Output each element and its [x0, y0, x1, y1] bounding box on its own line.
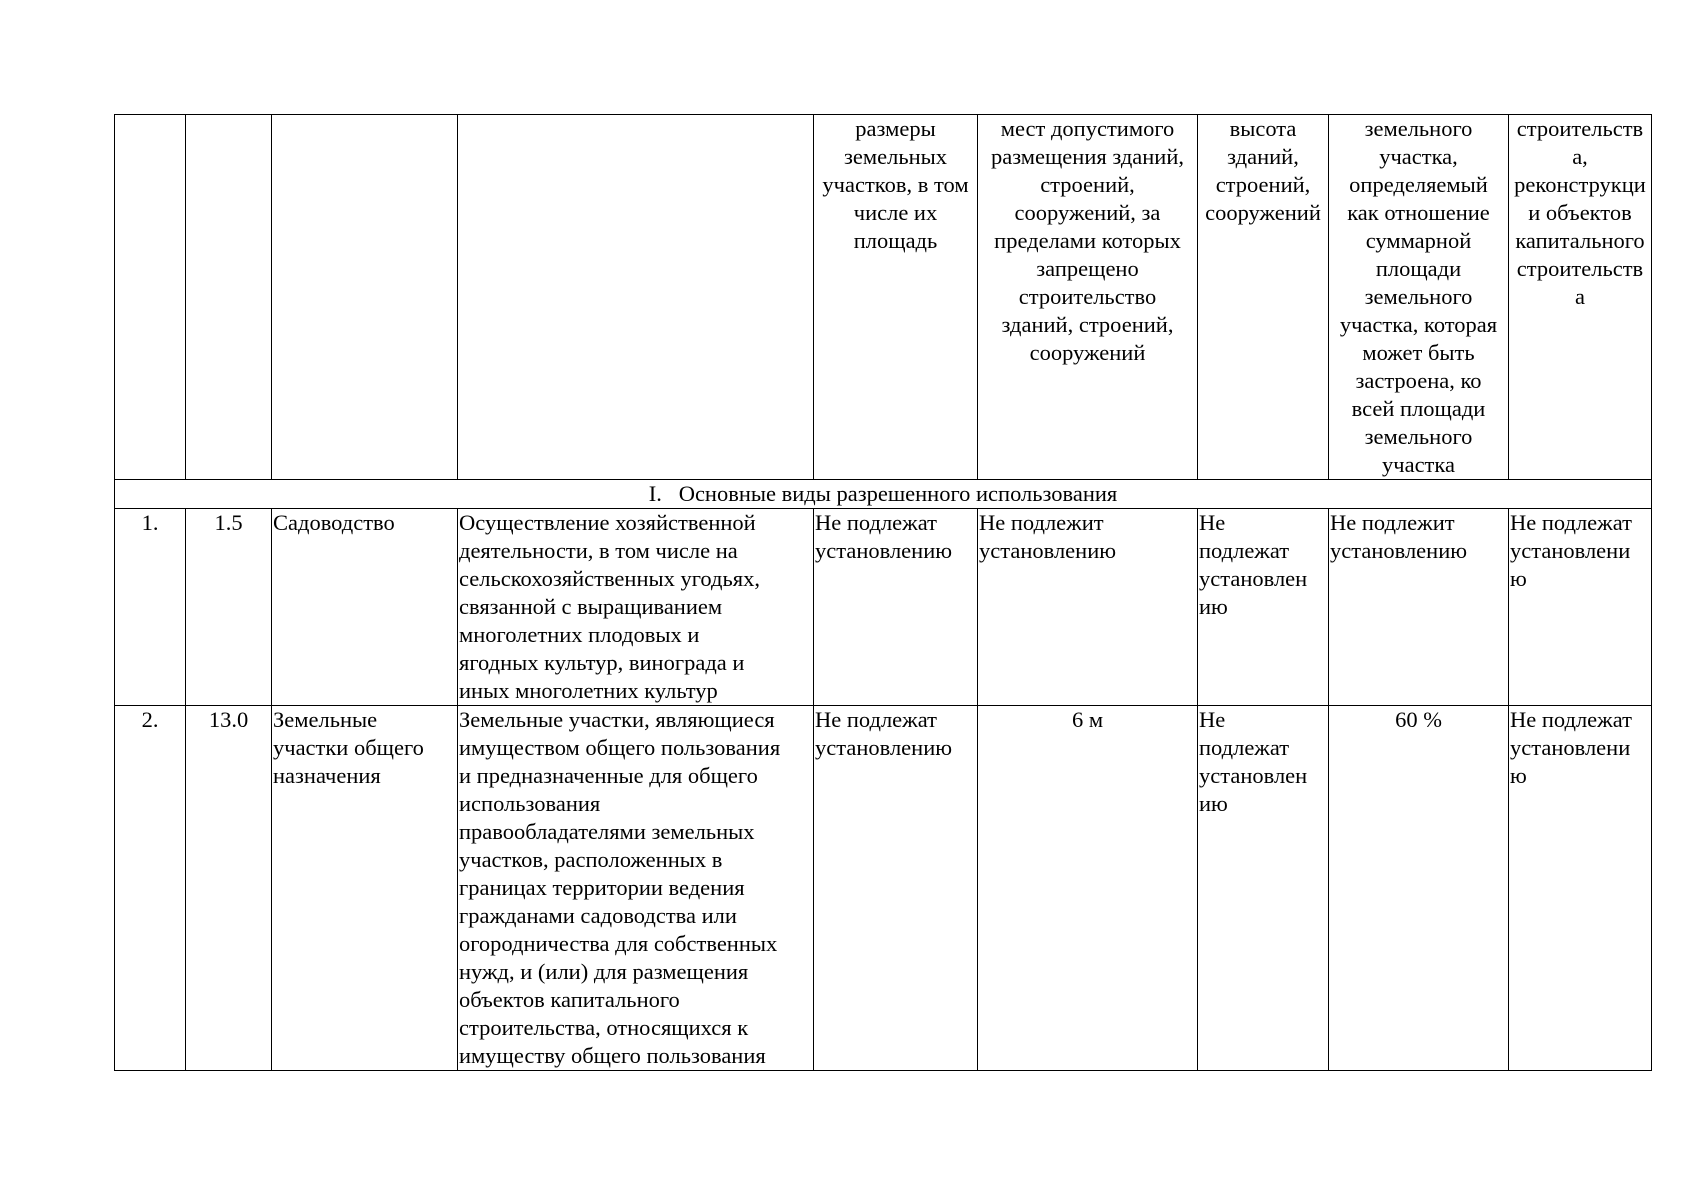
- text-line: числе их: [853, 200, 938, 225]
- row-use-name: [272, 509, 458, 706]
- section-row: [115, 480, 1652, 509]
- text-line: многолетних плодовых и: [459, 622, 700, 647]
- text-line: участков, в том: [822, 172, 969, 197]
- header-cell-empty-4: [458, 115, 814, 480]
- text-line: установлени: [1510, 538, 1631, 563]
- text-line: установлени: [1510, 735, 1631, 760]
- text-line: как отношение: [1347, 200, 1490, 225]
- row-other: [1509, 509, 1652, 706]
- row-height: [1198, 706, 1329, 1071]
- table-row: [115, 509, 1652, 706]
- row-height: [1198, 509, 1329, 706]
- row-plot-sizes: [814, 509, 978, 706]
- text-line: гражданами садоводства или: [459, 903, 737, 928]
- text-line: земельных: [844, 144, 947, 169]
- text-line: строительства, относящихся к: [459, 1015, 749, 1040]
- text-line: капитального: [1515, 228, 1645, 253]
- text-line: сооружений, за: [1014, 200, 1161, 225]
- text-line: назначения: [273, 763, 381, 788]
- text-line: а,: [1572, 144, 1588, 169]
- text-line: запрещено: [1036, 256, 1139, 281]
- text-line: объектов капитального: [459, 987, 680, 1012]
- text-line: 60 %: [1395, 707, 1442, 732]
- text-line: а: [1575, 284, 1585, 309]
- text-line: деятельности, в том числе на: [459, 538, 738, 563]
- text-line: подлежат: [1199, 538, 1290, 563]
- text-line: Осуществление хозяйственной: [459, 510, 756, 535]
- table-row: [115, 706, 1652, 1071]
- text-line: границах территории ведения: [459, 875, 745, 900]
- text-line: Не подлежит: [1330, 510, 1455, 535]
- text-line: сооружений: [1205, 200, 1321, 225]
- header-setbacks: [978, 115, 1198, 480]
- text-line: земельного: [1364, 116, 1473, 141]
- row-code: 13.0: [186, 706, 272, 1071]
- text-line: площади: [1375, 256, 1462, 281]
- text-line: использования: [459, 791, 601, 816]
- text-line: Земельные участки, являющиеся: [459, 707, 775, 732]
- text-line: сельскохозяйственных угодьях,: [459, 566, 760, 591]
- row-number: 1.: [115, 509, 186, 706]
- row-plot-sizes: [814, 706, 978, 1071]
- text-line: размещения зданий,: [990, 144, 1185, 169]
- text-line: участка, которая: [1339, 312, 1498, 337]
- text-line: Не подлежит: [979, 510, 1104, 535]
- text-line: строительство: [1018, 284, 1157, 309]
- text-line: высота: [1229, 116, 1297, 141]
- header-plot-sizes: [814, 115, 978, 480]
- text-line: застроена, ко: [1355, 368, 1482, 393]
- row-other: [1509, 706, 1652, 1071]
- text-line: Не подлежат: [1510, 510, 1632, 535]
- text-line: сооружений: [1029, 340, 1146, 365]
- row-setbacks: [978, 706, 1198, 1071]
- text-line: определяемый: [1349, 172, 1488, 197]
- text-line: Не: [1199, 510, 1226, 535]
- text-line: площадь: [853, 228, 938, 253]
- text-line: огородничества для собственных: [459, 931, 778, 956]
- header-building-height: [1198, 115, 1329, 480]
- text-line: правообладателями земельных: [459, 819, 755, 844]
- text-line: Садоводство: [273, 510, 395, 535]
- text-line: имуществу общего пользования: [459, 1043, 766, 1068]
- row-coverage: [1329, 706, 1509, 1071]
- text-line: участки общего: [273, 735, 424, 760]
- text-line: реконструкци: [1514, 172, 1646, 197]
- text-line: может быть: [1362, 340, 1475, 365]
- text-line: строительств: [1516, 116, 1644, 141]
- row-use-name: [272, 706, 458, 1071]
- text-line: участка,: [1379, 144, 1458, 169]
- text-line: 6 м: [1071, 707, 1104, 732]
- text-line: установлен: [1199, 566, 1308, 591]
- header-cell-empty-2: [186, 115, 272, 480]
- text-line: ягодных культур, винограда и: [459, 650, 745, 675]
- header-coverage: [1329, 115, 1509, 480]
- text-line: Земельные: [273, 707, 378, 732]
- text-line: подлежат: [1199, 735, 1290, 760]
- text-line: ю: [1510, 763, 1527, 788]
- text-line: Не: [1199, 707, 1226, 732]
- text-line: имуществом общего пользования: [459, 735, 781, 760]
- header-construction: [1509, 115, 1652, 480]
- text-line: суммарной: [1365, 228, 1472, 253]
- row-code: 1.5: [186, 509, 272, 706]
- text-line: ию: [1199, 791, 1228, 816]
- row-number: 2.: [115, 706, 186, 1071]
- text-line: строений,: [1040, 172, 1135, 197]
- text-line: ю: [1510, 566, 1527, 591]
- text-line: земельного: [1364, 284, 1473, 309]
- text-line: Не подлежат: [815, 707, 937, 732]
- text-line: мест допустимого: [1000, 116, 1175, 141]
- row-coverage: [1329, 509, 1509, 706]
- table-header-row: [115, 115, 1652, 480]
- text-line: Не подлежат: [1510, 707, 1632, 732]
- row-setbacks: [978, 509, 1198, 706]
- text-line: зданий,: [1227, 144, 1299, 169]
- text-line: установлению: [1330, 538, 1468, 563]
- text-line: установлению: [815, 538, 953, 563]
- text-line: нужд, и (или) для размещения: [459, 959, 749, 984]
- text-line: установлению: [979, 538, 1117, 563]
- text-line: и предназначенные для общего: [459, 763, 758, 788]
- header-cell-empty-3: [272, 115, 458, 480]
- text-line: связанной с выращиванием: [459, 594, 723, 619]
- text-line: участков, расположенных в: [459, 847, 723, 872]
- text-line: Не подлежат: [815, 510, 937, 535]
- row-description: [458, 706, 814, 1071]
- text-line: строительств: [1516, 256, 1644, 281]
- text-line: и объектов: [1528, 200, 1632, 225]
- text-line: всей площади: [1351, 396, 1486, 421]
- section-title: I. Основные виды разрешенного использования: [115, 480, 1652, 509]
- text-line: установлению: [815, 735, 953, 760]
- text-line: зданий, строений,: [1001, 312, 1174, 337]
- text-line: ию: [1199, 594, 1228, 619]
- land-use-regulations-table: [114, 114, 1652, 1071]
- text-line: размеры: [855, 116, 936, 141]
- text-line: земельного: [1364, 424, 1473, 449]
- row-description: [458, 509, 814, 706]
- text-line: иных многолетних культур: [459, 678, 718, 703]
- text-line: установлен: [1199, 763, 1308, 788]
- text-line: пределами которых: [994, 228, 1181, 253]
- text-line: строений,: [1215, 172, 1311, 197]
- text-line: участка: [1382, 452, 1455, 477]
- header-cell-empty-1: [115, 115, 186, 480]
